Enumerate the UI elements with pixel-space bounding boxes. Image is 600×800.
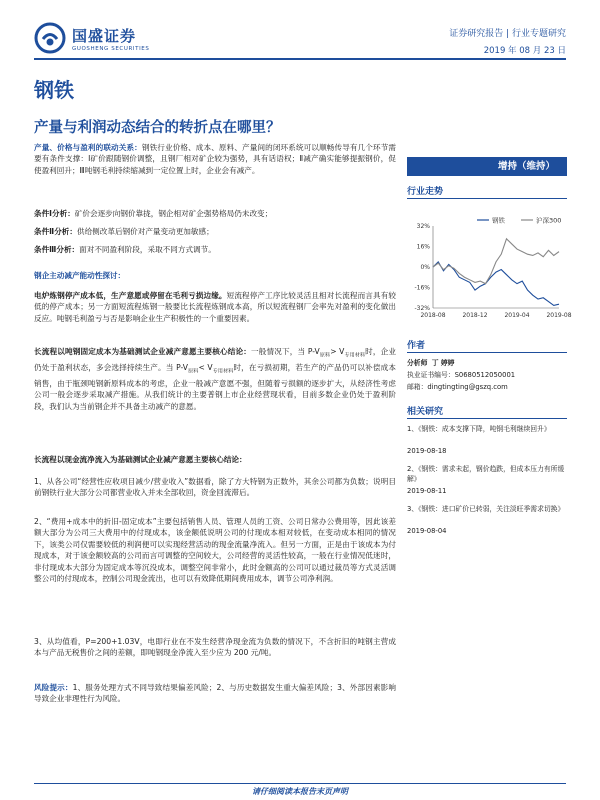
paragraph-electric-furnace bbox=[34, 290, 396, 324]
risk-lead: 风险提示： bbox=[34, 683, 73, 692]
industry-name: 钢铁 bbox=[34, 78, 74, 102]
electric-furnace-text: 短流程停产工序比较灵活且相对长流程而言具有较低的停产成本；另一方面短流程炼钢一般要比长流程炼钢成本高，所以短流程钢厂会率先对盈利的变化做出反应。吨钢毛利盈亏与否是影响企业生产积极性的一个重要因素。 bbox=[34, 291, 396, 323]
email-address[interactable]: dingtingting@gszq.com bbox=[427, 383, 508, 391]
x-tick-label: 2018-08 bbox=[420, 312, 446, 319]
related-item-2[interactable]: 2、《钢铁：需求未起，钢价趋跌，但成本压力有所缓解》 bbox=[407, 465, 565, 483]
x-tick-label: 2019-04 bbox=[504, 312, 530, 319]
legend-label-1: 沪深300 bbox=[536, 216, 562, 225]
email-label: 邮箱： bbox=[407, 383, 428, 391]
footer-divider bbox=[34, 783, 566, 784]
page-header bbox=[0, 0, 600, 60]
related-date-1: 2019-08-18 bbox=[407, 447, 447, 455]
paragraph-linkage bbox=[34, 142, 396, 176]
sub-special-2: 专用材料 bbox=[212, 368, 234, 375]
paragraph-fixed-cost bbox=[34, 346, 396, 412]
related-item-1[interactable]: 1、《钢铁：成本支撑下降，吨钢毛利继续回升》 bbox=[407, 425, 551, 433]
condition-2-text: 供给侧改革后钢价对产量变动更加敏感； bbox=[76, 227, 214, 236]
fixed-cost-text-e: 时，在亏损初期，若生产的产品仍可以补偿成本销售，由于瓶颈吨钢新原料成本的考虑，企业一般减产意愿不强，但随着亏损额的逐步扩大，从经济性考虑公司一般会逐步采取减产措施。从我们统计的主要普钢上市企业经营现状看，目前多数企业仍处于盈利阶段，我们认为当前钢企并不具备主动减产的意愿。 bbox=[34, 362, 396, 411]
linkage-lead: 产量、价格与盈利的联动关系： bbox=[34, 143, 142, 152]
x-tick-label: 2019-08 bbox=[546, 312, 572, 319]
fixed-cost-text-b: > V bbox=[330, 347, 345, 356]
condition-1-lead: 条件Ⅰ分析： bbox=[34, 209, 75, 218]
risk-warning bbox=[34, 682, 396, 705]
cert-line bbox=[407, 370, 567, 380]
report-title: 产量与利润动态结合的转折点在哪里？ bbox=[34, 120, 281, 136]
fixed-cost-text-c: 时，企业仍处于盈利状态，多会选择持续生产。当 P-V bbox=[34, 347, 396, 372]
logo-chinese-name: 国盛证券 bbox=[72, 26, 137, 45]
sub-special-1: 专用材料 bbox=[344, 352, 366, 359]
author-title: 作者 bbox=[407, 341, 426, 351]
related-divider bbox=[407, 418, 567, 419]
guosheng-logo-icon bbox=[34, 22, 66, 54]
y-tick-label: 16% bbox=[416, 243, 430, 251]
cert-label: 执业证书编号： bbox=[407, 371, 455, 379]
risk-text: 1、服务处理方式不同导致结果偏差风险；2、与历史数据发生重大偏差风险；3、外部因素影响导致企业非理性行为风险。 bbox=[34, 683, 397, 704]
footer-disclaimer: 请仔细阅读本报告末页声明 bbox=[252, 787, 348, 796]
related-title: 相关研究 bbox=[407, 407, 444, 417]
linkage-text: 钢铁行业价格、成本、原料、产量间的闭环系统可以顺畅传导有几个环节需要有条件支撑：Ⅰ矿价跟随钢价调整，且钢厂相对矿企较为强势，具有话语权；Ⅱ减产确实能够提振钢价，促使盈利回升；Ⅲ吨钢毛利持续缩减到一定位置上时，企业会有减产。 bbox=[34, 143, 397, 175]
paragraph-point-3: 3、从均值看，P=200+1.03V，电即行业在不发生经营净现金流为负数的情况下，不含折旧的吨钢主营成本与产品无税售价之间的差额，即吨钢现金净流入至少应为 200 元/吨。 bbox=[34, 637, 396, 658]
related-date-3: 2019-08-04 bbox=[407, 527, 447, 535]
report-date: 2019 年 08 月 23 日 bbox=[483, 46, 566, 56]
series-line-1 bbox=[433, 239, 559, 284]
cashflow-heading: 长流程以现金流净流入为基础测试企业减产意愿主要核心结论： bbox=[34, 455, 247, 464]
company-logo bbox=[34, 20, 149, 56]
paragraph-point-1: 1、从各公司“经营性应收项目减少/营业收入”数据看，除了方大特钢为正数外，其余公司都为负数；说明目前钢铁行业大部分公司都营业收入并未全部收回，资金回流滞后。 bbox=[34, 477, 396, 498]
rating-badge: 增持（维持） bbox=[407, 157, 567, 176]
logo-english-name: GUOSHENG SECURITIES bbox=[72, 45, 150, 52]
email-line bbox=[407, 382, 567, 392]
related-date-2: 2019-08-11 bbox=[407, 487, 447, 495]
analyst-line bbox=[407, 358, 567, 368]
header-divider bbox=[34, 58, 566, 60]
fixed-cost-lead: 长流程以吨钢固定成本为基础测试企业减产意愿主要核心结论： bbox=[34, 347, 251, 356]
series-line-0 bbox=[433, 262, 559, 306]
analyst-label: 分析师 bbox=[407, 359, 428, 367]
condition-3 bbox=[34, 244, 396, 255]
condition-2 bbox=[34, 226, 396, 237]
condition-3-lead: 条件Ⅲ分析： bbox=[34, 245, 80, 254]
condition-3-text: 面对不同盈利阶段，采取不同方式调节。 bbox=[79, 245, 216, 254]
electric-furnace-lead: 电炉炼钢停产成本低，生产意愿或停留在毛利亏损边缘。 bbox=[34, 291, 227, 300]
fixed-cost-text-d: < V bbox=[198, 362, 213, 372]
cert-number: S0680512050001 bbox=[454, 371, 516, 379]
analyst-name: 丁 婷婷 bbox=[431, 359, 455, 367]
sub-raw-1: 原料 bbox=[319, 352, 331, 359]
report-type: 证券研究报告 | 行业专题研究 bbox=[449, 29, 566, 39]
paragraph-point-2: 2、“费用+成本中的折旧-固定成本”主要包括销售人员、管理人员的工资、公司日常办公费用等，因此该差额大部分为公司三大费用中的付现成本，该金额低说明公司的付现成本相对较低，在变动成本相同的情况下，该类公司仅需要较低的利润便可以实现经营活动的现金流量净流入。但另一方面，正是由于该成本为付现成本，对于该金额较高的公司而言可调整的空间较大，公司经营的灵活性较高，一般在行业情况低迷时，非付现成本大部分为固定成本等沉没成本，调整空间非常小，此时金额高的公司可以通过裁员等方式灵活调整公司的付现成本，控制公司现金流出，也可以有效降低期间费用成本，调节公司净利润。 bbox=[34, 517, 396, 584]
trend-divider bbox=[407, 198, 567, 199]
related-item-3[interactable]: 3、《钢铁：进口矿价已转弱，关注淡旺季需求切换》 bbox=[407, 505, 565, 513]
author-divider bbox=[407, 352, 567, 353]
y-tick-label: 32% bbox=[416, 223, 430, 230]
y-tick-label: 0% bbox=[420, 264, 430, 271]
y-tick-label: -32% bbox=[414, 305, 430, 312]
fixed-cost-text-a: 一般情况下，当 P-V bbox=[251, 347, 320, 356]
sub-raw-2: 原料 bbox=[187, 368, 199, 375]
condition-1 bbox=[34, 208, 396, 219]
legend-label-0: 钢铁 bbox=[492, 216, 505, 225]
x-tick-label: 2018-12 bbox=[462, 312, 488, 319]
section-heading: 钢企主动减产能动性探讨： bbox=[34, 271, 126, 280]
condition-2-lead: 条件Ⅱ分析： bbox=[34, 227, 77, 236]
y-tick-label: -16% bbox=[414, 284, 430, 292]
condition-1-text: 矿价会逐步向钢价靠拢，钢企相对矿企强势格局仍未改变； bbox=[74, 209, 273, 218]
trend-title: 行业走势 bbox=[407, 187, 444, 197]
